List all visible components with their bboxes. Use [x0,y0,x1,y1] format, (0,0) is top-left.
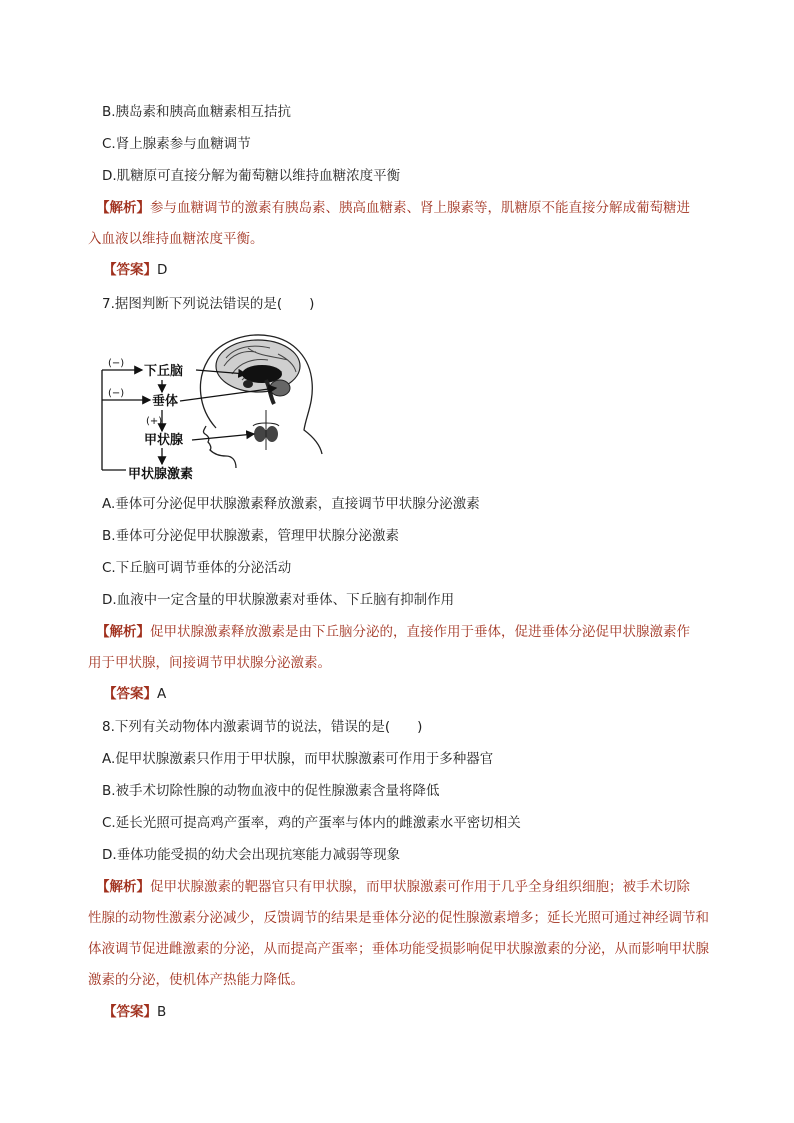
label-pituitary: 垂体 [152,394,179,409]
q8-option-b: B.被手术切除性腺的动物血液中的促性腺激素含量将降低 [102,783,440,799]
q7-analysis-line-1 [96,622,690,642]
q7-answer [103,684,166,704]
q7-analysis-text-1: 促甲状腺激素释放激素是由下丘脑分泌的，直接作用于垂体，促进垂体分泌促甲状腺激素作 [150,624,690,640]
q6-analysis-line-2: 入血液以维持血糖浓度平衡。 [88,231,264,247]
q7-answer-tag: 【答案】 [103,686,157,702]
q6-analysis-tag: 【解析】 [96,200,150,216]
q7-option-c: C.下丘脑可调节垂体的分泌活动 [102,560,292,576]
q8-analysis-line-2: 性腺的动物性激素分泌减少，反馈调节的结果是垂体分泌的促性腺激素增多；延长光照可通过神经调节和 [88,910,709,926]
q8-option-a: A.促甲状腺激素只作用于甲状腺，而甲状腺激素可作用于多种器官 [102,751,494,767]
q8-analysis-line-1 [96,877,690,897]
q7-stem: 7.据图判断下列说法错误的是( ) [102,296,315,312]
q8-answer-tag: 【答案】 [103,1004,157,1020]
q6-answer-tag: 【答案】 [103,262,157,278]
q6-answer-value: D [157,262,168,278]
q6-option-b: B.胰岛素和胰高血糖素相互拮抗 [102,104,292,120]
q7-option-b: B.垂体可分泌促甲状腺激素，管理甲状腺分泌激素 [102,528,400,544]
q8-analysis-line-4: 激素的分泌，使机体产热能力降低。 [88,972,304,988]
q8-answer-value: B [157,1004,167,1020]
q7-option-a: A.垂体可分泌促甲状腺激素释放激素，直接调节甲状腺分泌激素 [102,496,480,512]
q7-option-d: D.血液中一定含量的甲状腺激素对垂体、下丘脑有抑制作用 [102,592,455,608]
label-thyroid: 甲状腺 [144,433,184,448]
q7-answer-value: A [157,686,167,702]
q6-option-d: D.肌糖原可直接分解为葡萄糖以维持血糖浓度平衡 [102,168,401,184]
label-negative-2: (−) [108,388,125,399]
q6-answer [103,260,167,280]
label-hypothalamus: 下丘脑 [144,364,184,379]
q6-analysis-line-1 [96,198,690,218]
q7-analysis-line-2: 用于甲状腺，间接调节甲状腺分泌激素。 [88,655,331,671]
q8-answer [103,1002,166,1022]
label-thyroid-hormone: 甲状腺激素 [128,467,194,482]
q7-analysis-tag: 【解析】 [96,624,150,640]
label-negative-1: (−) [108,358,125,369]
q8-stem: 8.下列有关动物体内激素调节的说法，错误的是( ) [102,719,423,735]
q8-analysis-text-1: 促甲状腺激素的靶器官只有甲状腺，而甲状腺激素可作用于几乎全身组织细胞；被手术切除 [150,879,690,895]
q6-option-c: C.肾上腺素参与血糖调节 [102,136,251,152]
q6-analysis-text-1: 参与血糖调节的激素有胰岛素、胰高血糖素、肾上腺素等，肌糖原不能直接分解成葡萄糖进 [150,200,690,216]
label-positive: (+) [146,416,163,427]
q8-analysis-line-3: 体液调节促进雌激素的分泌，从而提高产蛋率；垂体功能受损影响促甲状腺激素的分泌，从而影响甲状腺 [88,941,709,957]
q7-figure [98,330,326,482]
q8-analysis-tag: 【解析】 [96,879,150,895]
thyroid-gland-icon [253,410,279,450]
q8-option-c: C.延长光照可提高鸡产蛋率，鸡的产蛋率与体内的雌激素水平密切相关 [102,815,521,831]
q8-option-d: D.垂体功能受损的幼犬会出现抗寒能力减弱等现象 [102,847,401,863]
